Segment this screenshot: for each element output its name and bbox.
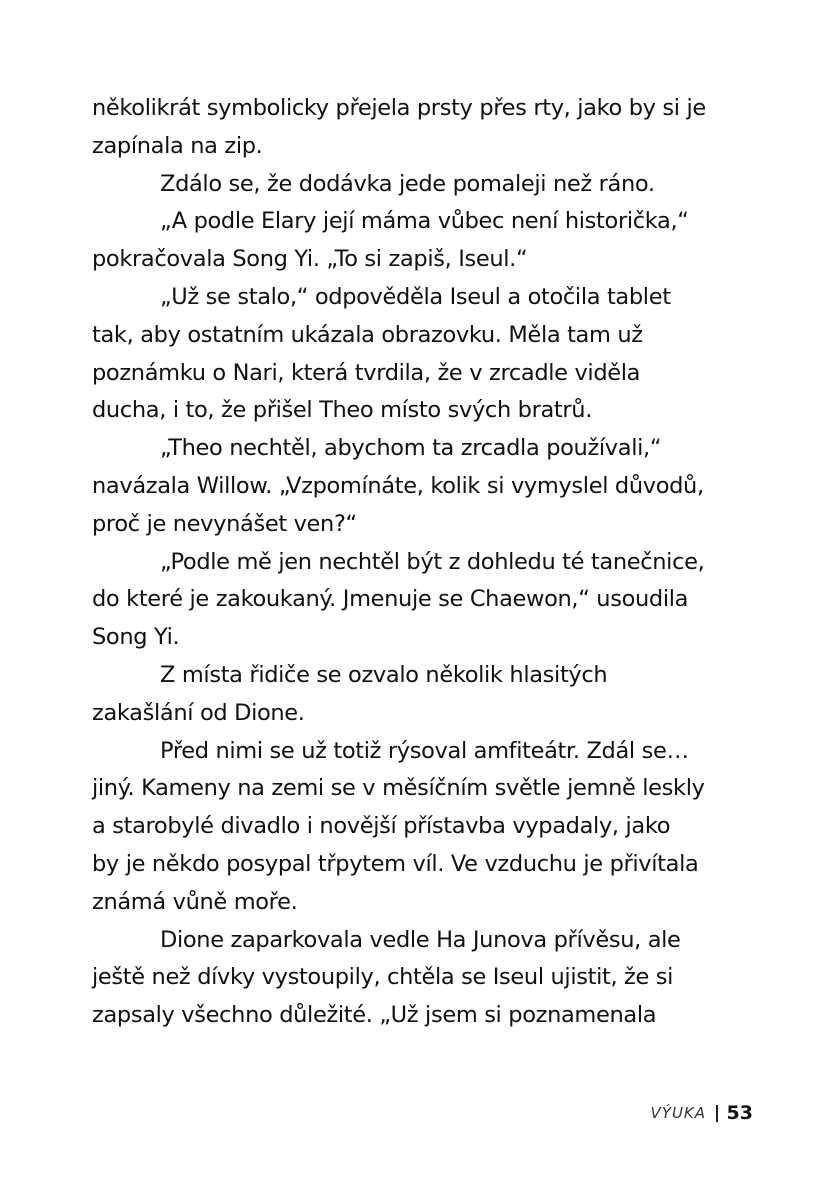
text-line: „A podle Elary její máma vůbec není historička,“ [160, 208, 689, 235]
text-line: ducha, i to, že přišel Theo místo svých bratrů. [92, 397, 593, 424]
text-line: zakašlání od Dione. [92, 699, 305, 726]
text-line: ještě než dívky vystoupily, chtěla se Iseul ujistit, že si [92, 964, 674, 991]
text-line: pokračovala Song Yi. „To si zapiš, Iseul.“ [92, 246, 528, 273]
text-line: několikrát symbolicky přejela prsty přes rty, jako by si je [92, 95, 706, 121]
text-line: známá vůně moře. [92, 888, 298, 915]
text-line: navázala Willow. „Vzpomínáte, kolik si vymyslel důvodů, [92, 472, 704, 499]
text-line: Song Yi. [92, 624, 180, 651]
footer-divider [716, 1105, 718, 1122]
running-head: VÝUKA [650, 1104, 707, 1122]
body-text [92, 90, 772, 1035]
text-line: by je někdo posypal třpytem víl. Ve vzduchu je přivítala [92, 850, 699, 877]
text-line: zapsaly všechno důležité. „Už jsem si poznamenala [92, 1002, 657, 1029]
text-line: Z místa řidiče se ozvalo několik hlasitých [160, 661, 608, 688]
text-line: „Theo nechtěl, abychom ta zrcadla používali,“ [160, 435, 662, 462]
text-line: tak, aby ostatním ukázala obrazovku. Měla tam už [92, 321, 643, 348]
text-line: Dione zaparkovala vedle Ha Junova přívěsu, ale [160, 926, 681, 953]
text-line: poznámku o Nari, která tvrdila, že v zrcadle viděla [92, 359, 641, 386]
text-line: do které je zakoukaný. Jmenuje se Chaewon,“ usoudila [92, 586, 689, 613]
text-line: Před nimi se už totiž rýsoval amfiteátr. Zdál se… [160, 737, 689, 764]
text-line: „Podle mě jen nechtěl být z dohledu té tanečnice, [160, 548, 705, 575]
text-line: proč je nevynášet ven?“ [92, 510, 357, 537]
page-number: 53 [726, 1102, 753, 1124]
text-line: „Už se stalo,“ odpověděla Iseul a otočila tablet [160, 283, 671, 310]
text-line: jiný. Kameny na zemi se v měsíčním světle jemně leskly [92, 775, 705, 802]
text-line: Zdálo se, že dodávka jede pomaleji než ráno. [160, 170, 655, 197]
text-line: zapínala na zip. [92, 132, 263, 159]
text-line: a starobylé divadlo i novější přístavba vypadaly, jako [92, 813, 671, 840]
page-footer [651, 1099, 753, 1127]
